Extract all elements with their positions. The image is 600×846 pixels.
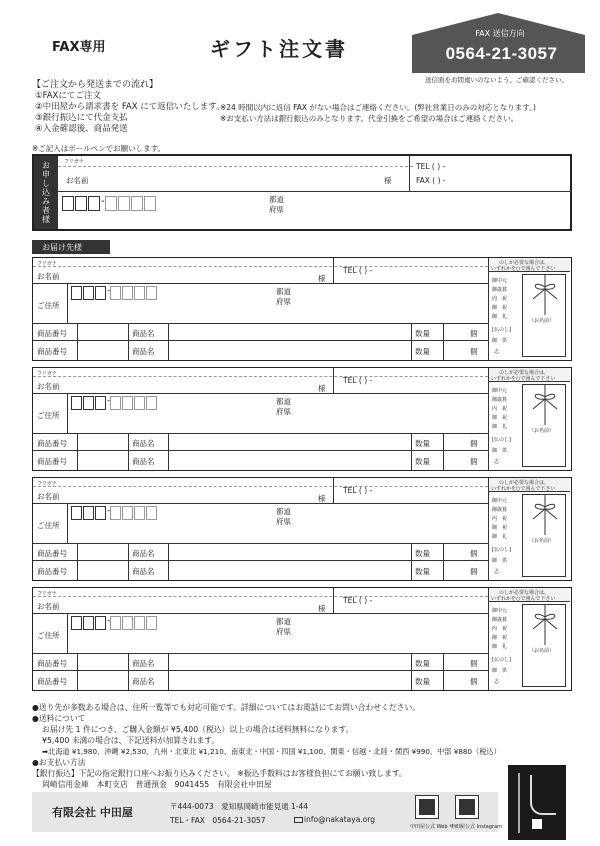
noshi-option[interactable]: 内 祝 <box>492 626 508 632</box>
ko-label: 個 <box>470 439 478 448</box>
noshi-option[interactable]: 御 礼 <box>492 644 508 650</box>
delivery-name-label: お名前 <box>37 382 60 391</box>
product-name-label: 商品名 <box>132 549 155 558</box>
product-number-input[interactable] <box>79 655 126 668</box>
product-number-label: 商品番号 <box>37 567 67 576</box>
postal-code-boxes[interactable]: - <box>71 506 158 522</box>
fuken-label: 府県 <box>276 407 291 416</box>
page-title: ギフト注文書 <box>210 37 348 61</box>
product-name-label: 商品名 <box>132 457 155 466</box>
quantity-input[interactable] <box>445 545 467 558</box>
furigana-label: フリガナ <box>64 159 84 165</box>
footer-line: 岡崎信用金庫 本町支店 普通預金 9041455 有限会社中田屋 <box>42 780 272 789</box>
flow-title: 【ご注文から発送までの流れ】 <box>32 80 159 90</box>
flow-step: ④入金確認後、商品発送 <box>35 124 128 134</box>
noshi-option[interactable]: 内 祝 <box>492 296 508 302</box>
buddhist-noshi-label: [仏のし] <box>492 657 511 663</box>
quantity-input[interactable] <box>445 325 467 338</box>
product-name-input[interactable] <box>170 435 409 448</box>
delivery-tel[interactable]: TEL ( ) - <box>343 596 373 605</box>
delivery-tab: お届け先様 <box>32 240 110 254</box>
product-name-label: 商品名 <box>132 329 155 338</box>
mizuhiki-icon <box>523 495 567 535</box>
delivery-block <box>32 477 572 581</box>
product-number-label: 商品番号 <box>37 439 67 448</box>
product-number-label: 商品番号 <box>37 659 67 668</box>
product-name-input[interactable] <box>170 342 409 355</box>
noshi-option[interactable]: 志 <box>494 349 500 355</box>
quantity-label: 数量 <box>415 549 430 558</box>
noshi-header: のしが必要な場合は、 <box>499 590 550 596</box>
product-name-input[interactable] <box>170 672 409 685</box>
delivery-name-label: お名前 <box>37 272 60 281</box>
sama-label: 様 <box>318 494 326 503</box>
footer-line: 【銀行振込】下記の指定銀行口座へお振り込みください。 ※振込手数料はお客様負担にてお願い致します。 <box>32 769 407 778</box>
fuken-label: 府県 <box>276 627 291 636</box>
delivery-tel[interactable]: TEL ( ) - <box>343 486 373 495</box>
noshi-option[interactable]: 御 祝 <box>492 635 508 641</box>
delivery-name-input[interactable] <box>73 377 313 393</box>
noshi-header: のしが必要な場合は、 <box>499 370 550 376</box>
postal-code-boxes[interactable]: - <box>71 396 158 412</box>
address-label: ご住所 <box>37 521 60 530</box>
mizuhiki-icon <box>523 385 567 425</box>
quantity-label: 数量 <box>415 567 430 576</box>
quantity-label: 数量 <box>415 677 430 686</box>
quantity-label: 数量 <box>415 457 430 466</box>
qr-web-label: 中田屋公式 Web サイト <box>410 824 464 830</box>
sama-label: 様 <box>318 604 326 613</box>
noshi-header: いずれかを○で囲んで下さい <box>491 596 556 602</box>
sama-label: 様 <box>318 384 326 393</box>
footer-line: ●送り先が多数ある場合は、住所一覧等でも対応可能です。詳細についてはお電話にてお問い合わせください。 <box>32 703 421 712</box>
noshi-option[interactable]: 御 祝 <box>492 415 508 421</box>
ko-label: 個 <box>470 457 478 466</box>
furigana-label: フリガナ <box>37 261 57 267</box>
noshi-paper <box>522 274 566 357</box>
applicant-name-label: お名前 <box>66 176 89 185</box>
product-number-label: 商品番号 <box>37 457 67 466</box>
address-label: ご住所 <box>37 301 60 310</box>
product-name-label: 商品名 <box>132 439 155 448</box>
delivery-name-label: お名前 <box>37 492 60 501</box>
flow-step: ③銀行振込にて代金支払 <box>35 113 128 123</box>
product-name-label: 商品名 <box>132 677 155 686</box>
mizuhiki-icon <box>523 605 567 645</box>
company-name: 有限会社 中田屋 <box>52 806 133 819</box>
fax-number: 0564-21-3057 <box>445 44 558 63</box>
mail-icon <box>294 817 303 823</box>
noshi-header: のしが必要な場合は、 <box>499 260 550 266</box>
applicant-side-label: お申し込み者様 <box>34 156 58 229</box>
fuken-label: 府県 <box>276 517 291 526</box>
ko-label: 個 <box>470 549 478 558</box>
noshi-option[interactable]: 御 供 <box>492 558 508 564</box>
product-name-input[interactable] <box>170 452 409 465</box>
flow-note: ※24 時間以内に返信 FAX がない場合はご連絡ください。(弊社営業日のみの対応となります。) <box>220 103 536 112</box>
sama-label: 様 <box>318 274 326 283</box>
footer-line: ●お支払い方法 <box>32 758 86 767</box>
product-number-input[interactable] <box>79 562 126 575</box>
delivery-block <box>32 367 572 471</box>
product-name-input[interactable] <box>170 562 409 575</box>
noshi-section <box>489 588 570 690</box>
noshi-option[interactable]: 御歳暮 <box>492 617 508 623</box>
buddhist-noshi-label: [仏のし] <box>492 327 511 333</box>
fax-note: 送信面をお間違いのないよう、ご確認ください。 <box>425 76 568 84</box>
delivery-name-input[interactable] <box>73 267 313 283</box>
noshi-option[interactable]: 御中元 <box>492 388 508 394</box>
product-number-label: 商品番号 <box>37 549 67 558</box>
todofuken-label: 都道 <box>269 195 284 204</box>
ko-label: 個 <box>470 677 478 686</box>
product-name-input[interactable] <box>170 325 409 338</box>
quantity-input[interactable] <box>445 655 467 668</box>
noshi-option[interactable]: 内 祝 <box>492 406 508 412</box>
noshi-option[interactable]: 志 <box>494 679 500 685</box>
ko-label: 個 <box>470 347 478 356</box>
noshi-option[interactable]: 御 祝 <box>492 525 508 531</box>
product-number-input[interactable] <box>79 325 126 338</box>
product-name-input[interactable] <box>170 655 409 668</box>
noshi-section <box>489 258 570 360</box>
product-number-label: 商品番号 <box>37 329 67 338</box>
pen-note: ※ご記入はボールペンでお願いします。 <box>32 144 166 153</box>
quantity-input[interactable] <box>445 435 467 448</box>
noshi-paper <box>522 494 566 577</box>
company-address: 〒444-0073 愛知県岡崎市能見通 1-44 <box>170 802 309 811</box>
quantity-input[interactable] <box>445 562 467 575</box>
ko-label: 個 <box>470 329 478 338</box>
noshi-paper <box>522 384 566 467</box>
footer-line: ¥5,400 未満の場合は、下記送料が加算されます。 <box>42 736 220 745</box>
product-name-input[interactable] <box>170 545 409 558</box>
applicant-name-input[interactable] <box>104 168 404 190</box>
footer-line: お届け先 1 件につき、ご購入金額が ¥5,400（税込）以上の場合は送料無料になります。 <box>42 725 354 734</box>
flow-step: ②中田屋から請求書を FAX にて返信いたします。 <box>35 102 225 112</box>
furigana-label: フリガナ <box>37 591 57 597</box>
quantity-label: 数量 <box>415 439 430 448</box>
product-number-input[interactable] <box>79 672 126 685</box>
fax-only-label: FAX専用 <box>52 40 106 55</box>
noshi-option[interactable]: 御 礼 <box>492 314 508 320</box>
ko-label: 個 <box>470 567 478 576</box>
noshi-option[interactable]: 御歳暮 <box>492 287 508 293</box>
delivery-name-label: お名前 <box>37 602 60 611</box>
quantity-input[interactable] <box>445 452 467 465</box>
footer-notes <box>32 702 501 790</box>
fax-direction-label: FAX 送信方向 <box>475 29 525 38</box>
furigana-label: フリガナ <box>37 481 57 487</box>
qr-code-instagram[interactable] <box>456 796 478 818</box>
fuken-label: 府県 <box>269 205 284 214</box>
noshi-option[interactable]: 御 供 <box>492 338 508 344</box>
quantity-label: 数量 <box>415 329 430 338</box>
delivery-name-input[interactable] <box>73 597 313 613</box>
product-number-input[interactable] <box>79 342 126 355</box>
delivery-tel[interactable]: TEL ( ) - <box>343 376 373 385</box>
company-telfax: TEL・FAX 0564-21-3057 <box>170 816 266 825</box>
buddhist-noshi-label: [仏のし] <box>492 547 511 553</box>
flow-step: ①FAXにてご注文 <box>35 91 101 101</box>
quantity-input[interactable] <box>445 672 467 685</box>
noshi-name-placeholder: （お名前） <box>529 648 555 654</box>
flow-notes <box>220 102 536 124</box>
noshi-paper <box>522 604 566 687</box>
fax-house-badge <box>412 13 585 73</box>
address-label: ご住所 <box>37 631 60 640</box>
noshi-option[interactable]: 御中元 <box>492 608 508 614</box>
product-number-input[interactable] <box>79 545 126 558</box>
postal-code-boxes[interactable]: - <box>71 616 158 632</box>
product-number-label: 商品番号 <box>37 677 67 686</box>
delivery-tel[interactable]: TEL ( ) - <box>343 266 373 275</box>
noshi-name-placeholder: （お名前） <box>529 318 555 324</box>
noshi-option[interactable]: 御歳暮 <box>492 507 508 513</box>
noshi-option[interactable]: 御 礼 <box>492 424 508 430</box>
sama-label: 様 <box>384 176 392 185</box>
applicant-tel[interactable]: TEL ( ) - <box>416 162 446 171</box>
noshi-option[interactable]: 御歳暮 <box>492 397 508 403</box>
quantity-input[interactable] <box>445 342 467 355</box>
noshi-option[interactable]: 志 <box>494 569 500 575</box>
flow-note: ※お支払い方法は銀行振込のみとなります。代金引換をご希望の場合はご連絡ください。 <box>220 114 519 123</box>
company-bar <box>32 792 503 832</box>
product-number-label: 商品番号 <box>37 347 67 356</box>
todofuken-label: 都道 <box>276 287 291 296</box>
applicant-fax[interactable]: FAX ( ) - <box>416 176 446 185</box>
noshi-header: いずれかを○で囲んで下さい <box>491 486 556 492</box>
order-flow <box>32 80 225 135</box>
qr-code-web[interactable] <box>416 796 438 818</box>
applicant-form <box>32 154 572 231</box>
noshi-section <box>489 478 570 580</box>
noshi-option[interactable]: 御 供 <box>492 668 508 674</box>
product-image <box>508 765 566 840</box>
noshi-header: のしが必要な場合は、 <box>499 480 550 486</box>
company-email[interactable]: info@nakataya.org <box>294 815 375 824</box>
noshi-header: いずれかを○で囲んで下さい <box>491 266 556 272</box>
footer-line: ➡北海道 ¥1,980、沖縄 ¥2,530、九州・北東北 ¥1,210、南東北・中国・四国 ¥1,100、関東・信越・北陸・関西 ¥990、中部 ¥880（税込） <box>42 747 501 756</box>
noshi-option[interactable]: 御 祝 <box>492 305 508 311</box>
buddhist-noshi-label: [仏のし] <box>492 437 511 443</box>
noshi-header: いずれかを○で囲んで下さい <box>491 376 556 382</box>
product-name-label: 商品名 <box>132 567 155 576</box>
furigana-label: フリガナ <box>37 371 57 377</box>
todofuken-label: 都道 <box>276 397 291 406</box>
qr-instagram-label: 中田屋公式 Instagram <box>450 824 503 830</box>
noshi-name-placeholder: （お名前） <box>529 538 555 544</box>
quantity-label: 数量 <box>415 659 430 668</box>
todofuken-label: 都道 <box>276 507 291 516</box>
noshi-section <box>489 368 570 470</box>
todofuken-label: 都道 <box>276 617 291 626</box>
delivery-name-input[interactable] <box>73 487 313 503</box>
quantity-label: 数量 <box>415 347 430 356</box>
noshi-option[interactable]: 御中元 <box>492 498 508 504</box>
product-name-label: 商品名 <box>132 659 155 668</box>
postal-code-boxes[interactable]: - <box>71 286 158 302</box>
mizuhiki-icon <box>523 275 567 315</box>
delivery-block <box>32 257 572 361</box>
postal-code-boxes[interactable]: - <box>62 196 157 213</box>
product-name-label: 商品名 <box>132 347 155 356</box>
noshi-option[interactable]: 御 礼 <box>492 534 508 540</box>
noshi-option[interactable]: 内 祝 <box>492 516 508 522</box>
noshi-option[interactable]: 御 供 <box>492 448 508 454</box>
noshi-option[interactable]: 志 <box>494 459 500 465</box>
noshi-name-placeholder: （お名前） <box>529 428 555 434</box>
delivery-block <box>32 587 572 691</box>
footer-line: ●送料について <box>32 714 86 723</box>
ko-label: 個 <box>470 659 478 668</box>
product-number-input[interactable] <box>79 435 126 448</box>
address-label: ご住所 <box>37 411 60 420</box>
product-number-input[interactable] <box>79 452 126 465</box>
noshi-option[interactable]: 御中元 <box>492 278 508 284</box>
fuken-label: 府県 <box>276 297 291 306</box>
